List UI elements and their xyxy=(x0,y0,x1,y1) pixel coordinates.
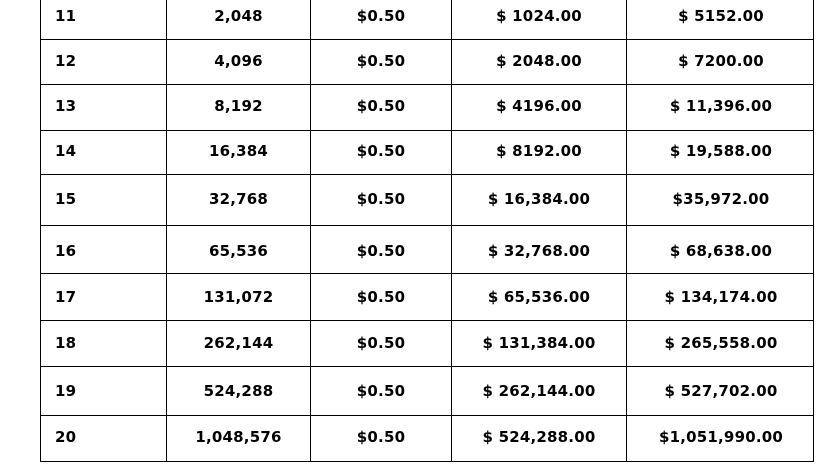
amount-cell xyxy=(452,416,627,462)
table-row xyxy=(41,226,813,274)
level-cell xyxy=(41,85,167,130)
price-cell xyxy=(311,321,452,366)
total-cell xyxy=(627,416,815,462)
amount-cell xyxy=(452,274,627,320)
price-text: $0.50 xyxy=(356,190,406,208)
table-row xyxy=(41,40,813,85)
count-text: 262,144 xyxy=(203,334,274,352)
total-text: $1,051,990.00 xyxy=(658,428,784,446)
count-cell xyxy=(167,85,311,130)
total-cell xyxy=(627,175,815,225)
count-cell xyxy=(167,321,311,366)
amount-text: $ 1024.00 xyxy=(496,7,582,25)
price-text: $0.50 xyxy=(356,428,406,446)
level-text: 19 xyxy=(55,382,77,400)
price-text: $0.50 xyxy=(356,7,406,25)
total-cell xyxy=(627,226,815,273)
count-cell xyxy=(167,0,311,39)
amount-cell xyxy=(452,0,627,39)
amount-text: $ 8192.00 xyxy=(496,142,582,160)
count-cell xyxy=(167,175,311,225)
level-cell xyxy=(41,274,167,320)
count-text: 2,048 xyxy=(214,7,263,25)
count-cell xyxy=(167,416,311,462)
total-cell xyxy=(627,40,815,84)
table-row xyxy=(41,367,813,416)
total-text: $ 134,174.00 xyxy=(664,288,778,306)
amount-text: $ 4196.00 xyxy=(496,97,582,115)
price-cell xyxy=(311,226,452,273)
count-text: 524,288 xyxy=(203,382,274,400)
table-row xyxy=(41,175,813,226)
level-cell xyxy=(41,226,167,273)
table-row xyxy=(41,131,813,175)
total-cell xyxy=(627,131,815,174)
level-text: 17 xyxy=(55,288,77,306)
total-cell xyxy=(627,0,815,39)
count-cell xyxy=(167,367,311,415)
count-text: 1,048,576 xyxy=(195,428,282,446)
level-text: 14 xyxy=(55,142,77,160)
level-text: 12 xyxy=(55,52,77,70)
count-cell xyxy=(167,274,311,320)
level-cell xyxy=(41,0,167,39)
amount-text: $ 32,768.00 xyxy=(487,242,591,260)
count-text: 32,768 xyxy=(208,190,269,208)
amount-cell xyxy=(452,175,627,225)
count-text: 4,096 xyxy=(214,52,263,70)
level-cell xyxy=(41,321,167,366)
amount-text: $ 131,384.00 xyxy=(482,334,596,352)
price-text: $0.50 xyxy=(356,242,406,260)
total-cell xyxy=(627,274,815,320)
price-text: $0.50 xyxy=(356,52,406,70)
level-text: 11 xyxy=(55,7,77,25)
price-cell xyxy=(311,367,452,415)
amount-cell xyxy=(452,85,627,130)
count-cell xyxy=(167,131,311,174)
price-text: $0.50 xyxy=(356,97,406,115)
total-cell xyxy=(627,367,815,415)
total-text: $ 265,558.00 xyxy=(664,334,778,352)
level-text: 20 xyxy=(55,428,77,446)
count-cell xyxy=(167,40,311,84)
price-text: $0.50 xyxy=(356,142,406,160)
price-cell xyxy=(311,85,452,130)
table-row xyxy=(41,416,813,462)
level-cell xyxy=(41,367,167,415)
price-cell xyxy=(311,416,452,462)
level-text: 15 xyxy=(55,190,77,208)
count-cell xyxy=(167,226,311,273)
data-table xyxy=(40,0,814,462)
price-text: $0.50 xyxy=(356,334,406,352)
level-cell xyxy=(41,131,167,174)
total-text: $35,972.00 xyxy=(672,190,770,208)
amount-cell xyxy=(452,367,627,415)
table-row xyxy=(41,321,813,367)
amount-text: $ 65,536.00 xyxy=(487,288,591,306)
amount-text: $ 524,288.00 xyxy=(482,428,596,446)
price-text: $0.50 xyxy=(356,382,406,400)
total-text: $ 19,588.00 xyxy=(669,142,773,160)
price-cell xyxy=(311,274,452,320)
total-text: $ 527,702.00 xyxy=(664,382,778,400)
amount-cell xyxy=(452,131,627,174)
amount-cell xyxy=(452,40,627,84)
price-cell xyxy=(311,40,452,84)
total-text: $ 5152.00 xyxy=(678,7,764,25)
price-cell xyxy=(311,0,452,39)
level-text: 16 xyxy=(55,242,77,260)
amount-text: $ 16,384.00 xyxy=(487,190,591,208)
amount-text: $ 2048.00 xyxy=(496,52,582,70)
level-text: 13 xyxy=(55,97,77,115)
total-text: $ 68,638.00 xyxy=(669,242,773,260)
total-text: $ 7200.00 xyxy=(678,52,764,70)
price-cell xyxy=(311,175,452,225)
total-cell xyxy=(627,321,815,366)
amount-text: $ 262,144.00 xyxy=(482,382,596,400)
level-text: 18 xyxy=(55,334,77,352)
count-text: 131,072 xyxy=(203,288,274,306)
amount-cell xyxy=(452,321,627,366)
amount-cell xyxy=(452,226,627,273)
total-text: $ 11,396.00 xyxy=(669,97,773,115)
table-row xyxy=(41,274,813,321)
level-cell xyxy=(41,175,167,225)
level-cell xyxy=(41,416,167,462)
count-text: 16,384 xyxy=(208,142,269,160)
price-text: $0.50 xyxy=(356,288,406,306)
level-cell xyxy=(41,40,167,84)
price-cell xyxy=(311,131,452,174)
table-row xyxy=(41,0,813,40)
table-row xyxy=(41,85,813,131)
total-cell xyxy=(627,85,815,130)
count-text: 65,536 xyxy=(208,242,269,260)
count-text: 8,192 xyxy=(214,97,263,115)
